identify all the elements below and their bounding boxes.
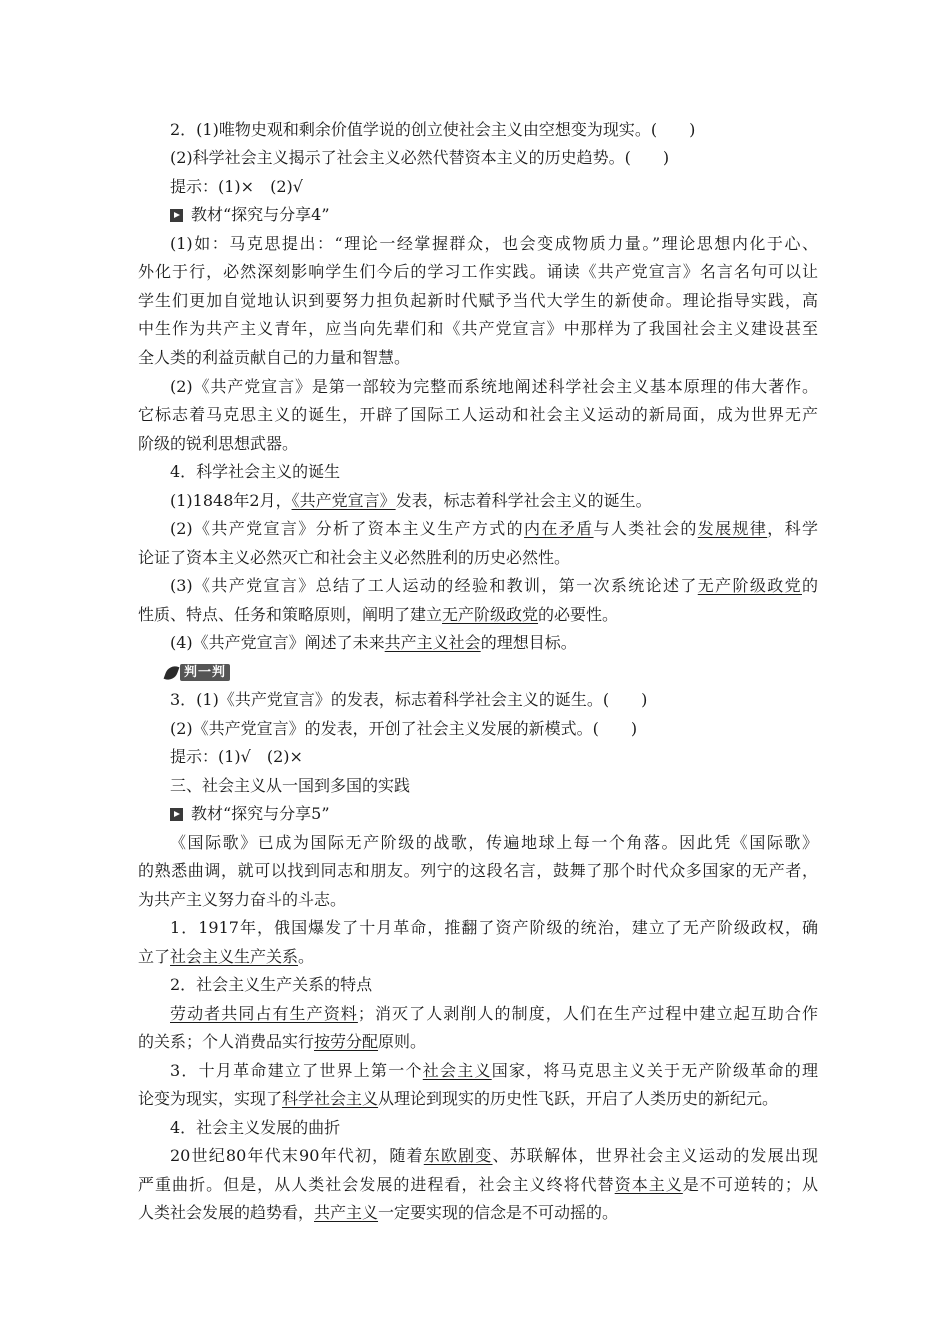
underlined-term: 科学社会主义 bbox=[282, 1089, 379, 1108]
underlined-term: 社会主义生产关系 bbox=[170, 947, 299, 966]
point-1: (1)1848年2月，《共产党宣言》发表，标志着科学社会主义的诞生。 bbox=[170, 491, 652, 510]
paragraph-line: 性质、特点、任务和策略原则，阐明了建立无产阶级政党的必要性。 bbox=[138, 605, 619, 624]
underlined-term: 劳动者共同占有生产资料 bbox=[170, 1004, 358, 1023]
section-heading-explore-5 bbox=[170, 800, 818, 828]
underlined-term: 按劳分配 bbox=[314, 1032, 379, 1051]
point-features-title: 2．社会主义生产关系的特点 bbox=[170, 975, 373, 994]
leaf-icon bbox=[164, 663, 180, 682]
section-title-3: 三、社会主义从一国到多国的实践 bbox=[170, 776, 411, 795]
underlined-term: 共产主义社会 bbox=[384, 633, 481, 652]
paragraph-line: 全人类的利益贡献自己的力量和智慧。 bbox=[138, 348, 411, 367]
paragraph-line: 它标志着马克思主义的诞生，开辟了国际工人运动和社会主义运动的新局面，成为世界无产 bbox=[138, 405, 818, 424]
underlined-term: 东欧剧变 bbox=[423, 1146, 493, 1165]
judge-badge-label: 判一判 bbox=[180, 664, 230, 681]
underlined-term: 内在矛盾 bbox=[524, 519, 594, 538]
paragraph-line: 论证了资本主义必然灭亡和社会主义必然胜利的历史必然性。 bbox=[138, 548, 571, 567]
point-setbacks-title: 4．社会主义发展的曲折 bbox=[170, 1118, 341, 1137]
judge-badge bbox=[166, 658, 846, 686]
paragraph-line: 中生作为共产主义青年，应当向先辈们和《共产党宣言》中那样为了我国社会主义建设甚至 bbox=[138, 319, 818, 338]
underlined-term: 发展规律 bbox=[697, 519, 768, 538]
paragraph-line: 的熟悉曲调，就可以找到同志和朋友。列宁的这段名言，鼓舞了那个时代众多国家的无产者， bbox=[138, 861, 818, 880]
paragraph-line: 立了社会主义生产关系。 bbox=[138, 947, 315, 966]
point-october-revolution: 3．十月革命建立了世界上第一个社会主义国家，将马克思主义关于无产阶级革命的理 bbox=[170, 1061, 818, 1080]
underlined-term: 共产主义 bbox=[314, 1203, 379, 1222]
paragraph-line: 《国际歌》已成为国际无产阶级的战歌，传遍地球上每一个角落。因此凭《国际歌》 bbox=[170, 833, 818, 852]
section-heading-text: 教材“探究与分享5” bbox=[191, 804, 330, 823]
section-heading-text: 教材“探究与分享4” bbox=[191, 205, 330, 224]
underlined-term: 无产阶级政党 bbox=[442, 605, 539, 624]
paragraph-line: 论变为现实，实现了科学社会主义从理论到现实的历史性飞跃，开启了人类历史的新纪元。 bbox=[138, 1089, 779, 1108]
paragraph-line: 阶级的锐利思想武器。 bbox=[138, 434, 299, 453]
point-4: (4)《共产党宣言》阐述了未来共产主义社会的理想目标。 bbox=[170, 633, 577, 652]
point-1917: 1．1917年，俄国爆发了十月革命，推翻了资产阶级的统治，建立了无产阶级政权，确 bbox=[170, 918, 818, 937]
point-3: (3)《共产党宣言》总结了工人运动的经验和教训，第一次系统论述了无产阶级政党的 bbox=[170, 576, 818, 595]
question-3-part-1: 3．(1)《共产党宣言》的发表，标志着科学社会主义的诞生。( ) bbox=[170, 690, 648, 709]
underlined-term: 无产阶级政党 bbox=[697, 576, 802, 595]
paragraph-line: 严重曲折。但是，从人类社会发展的进程看，社会主义终将代替资本主义是不可逆转的；从 bbox=[138, 1175, 818, 1194]
question-3-part-2: (2)《共产党宣言》的发表，开创了社会主义发展的新模式。( ) bbox=[170, 719, 638, 738]
answer-hint-2: 提示：(1)× (2)√ bbox=[170, 177, 303, 196]
paragraph-line: 外化于行，必然深刻影响学生们今后的学习工作实践。诵读《共产党宣言》名言名句可以让 bbox=[138, 262, 818, 281]
question-2-part-1: 2．(1)唯物史观和剩余价值学说的创立使社会主义由空想变为现实。( ) bbox=[170, 120, 696, 139]
paragraph-line: 学生们更加自觉地认识到要努力担负起新时代赋予当代大学生的新使命。理论指导实践，高 bbox=[138, 291, 818, 310]
answer-hint-3: 提示：(1)√ (2)× bbox=[170, 747, 303, 766]
point-2: (2)《共产党宣言》分析了资本主义生产方式的内在矛盾与人类社会的发展规律，科学 bbox=[170, 519, 818, 538]
paragraph-line: 为共产主义努力奋斗的斗志。 bbox=[138, 890, 347, 909]
paragraph-line: (2)《共产党宣言》是第一部较为完整而系统地阐述科学社会主义基本原理的伟大著作。 bbox=[170, 377, 818, 396]
play-triangle-icon bbox=[170, 808, 183, 821]
play-triangle-icon bbox=[170, 209, 183, 222]
question-2-part-2: (2)科学社会主义揭示了社会主义必然代替资本主义的历史趋势。( ) bbox=[170, 148, 670, 167]
section-title-4: 4．科学社会主义的诞生 bbox=[170, 462, 341, 481]
underlined-term: 《共产党宣言》 bbox=[291, 491, 396, 510]
paragraph-line: 人类社会发展的趋势看，共产主义一定要实现的信念是不可动摇的。 bbox=[138, 1203, 619, 1222]
section-heading-explore-4 bbox=[170, 201, 818, 229]
paragraph-line: 的关系；个人消费品实行按劳分配原则。 bbox=[138, 1032, 427, 1051]
underlined-term: 社会主义 bbox=[422, 1061, 492, 1080]
paragraph-line: (1)如：马克思提出：“理论一经掌握群众，也会变成物质力量。”理论思想内化于心、 bbox=[170, 234, 818, 253]
underlined-term: 资本主义 bbox=[614, 1175, 683, 1194]
paragraph-line: 20世纪80年代末90年代初，随着东欧剧变、苏联解体，世界社会主义运动的发展出现 bbox=[170, 1146, 818, 1165]
paragraph-line: 劳动者共同占有生产资料；消灭了人剥削人的制度，人们在生产过程中建立起互助合作 bbox=[170, 1004, 818, 1023]
